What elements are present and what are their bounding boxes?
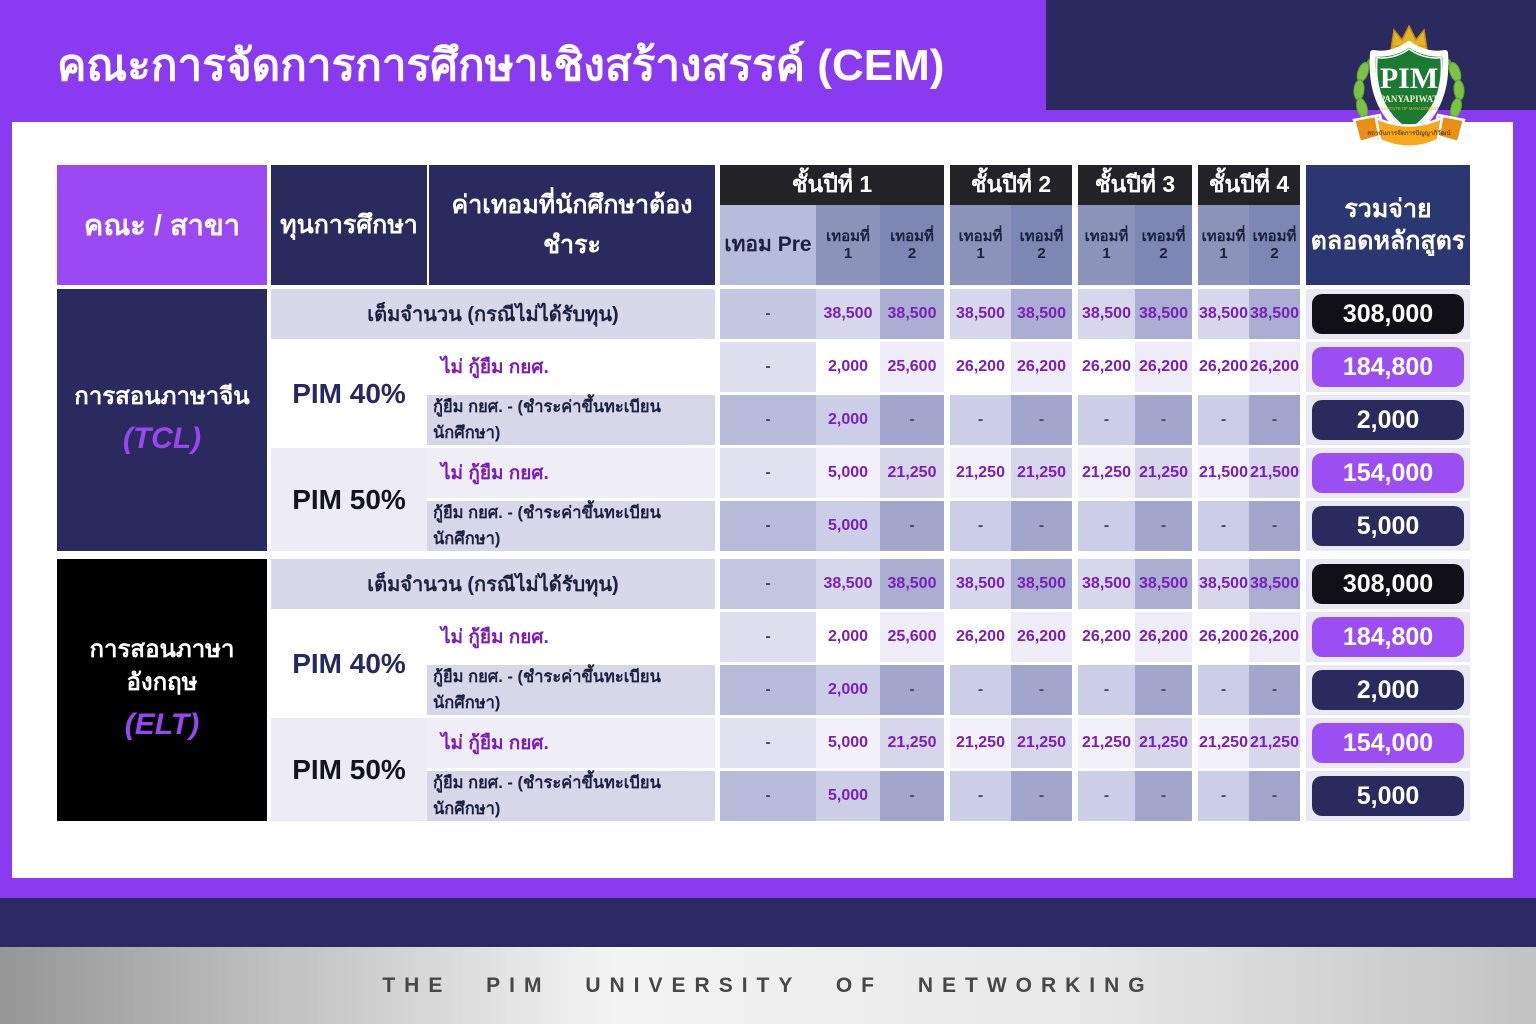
header-year-1: ชั้นปีที่ 1: [720, 165, 944, 205]
total-cell: [1306, 448, 1470, 498]
fee-cell: 21,250: [1249, 718, 1300, 768]
fee-cell: -: [720, 718, 816, 768]
header-y3-term1: [1078, 205, 1135, 285]
fee-cell: 26,200: [1135, 612, 1192, 662]
term-word: เทอมที่: [826, 227, 870, 245]
page-title: คณะการจัดการการศึกษาเชิงสร้างสรรค์ (CEM): [57, 41, 945, 90]
fee-cell: -: [1135, 665, 1192, 715]
total-cell: [1306, 665, 1470, 715]
fee-cell: -: [1078, 395, 1135, 445]
fee-cell: 21,500: [1249, 448, 1300, 498]
fee-cell: -: [720, 395, 816, 445]
header-grid: [271, 165, 1470, 285]
fee-cell: 38,500: [1198, 289, 1249, 339]
fee-cell: 26,200: [950, 612, 1011, 662]
group-label-tcl: [57, 289, 267, 551]
header-faculty: คณะ / สาขา: [57, 165, 267, 285]
fee-cell: 21,250: [1078, 448, 1135, 498]
fee-cell: 21,250: [1011, 448, 1072, 498]
total-pill: 154,000: [1312, 453, 1464, 493]
fee-cell: 26,200: [1078, 612, 1135, 662]
fee-cell: -: [1011, 665, 1072, 715]
term-word: เทอมที่: [958, 227, 1003, 245]
fee-cell: 38,500: [1078, 559, 1135, 609]
fee-cell: 21,500: [1198, 448, 1249, 498]
total-cell: [1306, 395, 1470, 445]
logo-subtitle: INSTITUTE OF MANAGEMENT: [1379, 106, 1439, 111]
fee-cell: 38,500: [1011, 289, 1072, 339]
total-pill: 308,000: [1312, 564, 1464, 604]
fee-cell: 21,250: [950, 718, 1011, 768]
header-scholarship: ทุนการศึกษา: [271, 165, 427, 285]
total-cell: [1306, 771, 1470, 821]
group-name: การสอนภาษาจีน: [74, 382, 250, 410]
fee-cell: -: [950, 665, 1011, 715]
row-label-pim40: PIM 40%: [271, 612, 427, 715]
term-word: เทอมที่: [890, 227, 934, 245]
fee-cell: -: [880, 771, 944, 821]
total-cell: [1306, 559, 1470, 609]
fee-cell: -: [720, 448, 816, 498]
fee-cell: 38,500: [816, 559, 880, 609]
fee-cell: -: [1135, 771, 1192, 821]
header-y1-term2: [880, 205, 944, 285]
fee-cell: -: [720, 289, 816, 339]
header-year-3: ชั้นปีที่ 3: [1078, 165, 1192, 205]
fee-cell: -: [720, 342, 816, 392]
fee-cell: 5,000: [816, 718, 880, 768]
fee-cell: 21,250: [1078, 718, 1135, 768]
term-number: 1: [1219, 245, 1228, 262]
fee-cell: -: [1011, 771, 1072, 821]
term-number: 2: [1159, 245, 1168, 262]
row-label-no-loan: ไม่ กู้ยืม กยศ.: [427, 718, 715, 768]
fee-cell: 38,500: [1198, 559, 1249, 609]
fee-cell: -: [950, 771, 1011, 821]
header-year-2: ชั้นปีที่ 2: [950, 165, 1072, 205]
fee-cell: 26,200: [1011, 612, 1072, 662]
fee-cell: 26,200: [1198, 342, 1249, 392]
fee-cell: -: [1198, 771, 1249, 821]
fee-cell: 38,500: [950, 289, 1011, 339]
content-card: [12, 122, 1513, 878]
fee-cell: -: [1249, 395, 1300, 445]
row-label-no-loan: ไม่ กู้ยืม กยศ.: [427, 342, 715, 392]
fee-cell: -: [1249, 665, 1300, 715]
term-word: เทอมที่: [1201, 227, 1246, 245]
term-word: เทอมที่: [1084, 227, 1129, 245]
fee-cell: -: [880, 665, 944, 715]
fee-cell: -: [1078, 665, 1135, 715]
row-label-pim40: PIM 40%: [271, 342, 427, 445]
fee-cell: -: [1078, 501, 1135, 551]
fee-cell: 21,250: [1135, 718, 1192, 768]
fee-cell: 26,200: [1078, 342, 1135, 392]
fee-cell: -: [1011, 501, 1072, 551]
row-label-loan: กู้ยืม กยศ. - (ชำระค่าขึ้นทะเบียนนักศึกษา): [427, 395, 715, 445]
bottom-gray-bar: [0, 947, 1536, 1024]
total-line2: ตลอดหลักสูตร: [1310, 227, 1466, 255]
header-total: [1306, 165, 1470, 285]
group-grid: [271, 559, 1470, 821]
fee-cell: 21,250: [950, 448, 1011, 498]
term-number: 1: [1102, 245, 1111, 262]
fee-cell: 21,250: [880, 718, 944, 768]
total-line1: รวมจ่าย: [1344, 194, 1432, 223]
table-header-row: [57, 165, 1470, 285]
group-name: การสอนภาษา: [89, 636, 235, 664]
row-label-loan: กู้ยืม กยศ. - (ชำระค่าขึ้นทะเบียนนักศึกษา): [427, 501, 715, 551]
fee-cell: -: [880, 501, 944, 551]
fee-cell: 38,500: [816, 289, 880, 339]
fee-cell: 21,250: [1198, 718, 1249, 768]
fee-cell: 2,000: [816, 612, 880, 662]
row-label-pim50: PIM 50%: [271, 718, 427, 821]
fee-cell: 26,200: [1249, 342, 1300, 392]
term-number: 1: [976, 245, 985, 262]
bottom-navy-bar: [0, 898, 1536, 947]
fee-cell: -: [720, 665, 816, 715]
term-number: 1: [843, 245, 853, 262]
pim-logo: [1336, 16, 1482, 158]
row-label-no-loan: ไม่ กู้ยืม กยศ.: [427, 612, 715, 662]
total-pill: 2,000: [1312, 670, 1464, 710]
total-pill: 154,000: [1312, 723, 1464, 763]
fee-cell: 26,200: [1011, 342, 1072, 392]
fee-cell: 5,000: [816, 771, 880, 821]
term-number: 2: [907, 245, 917, 262]
header-y2-term1: [950, 205, 1011, 285]
fee-table: [57, 165, 1470, 829]
fee-cell: 21,250: [880, 448, 944, 498]
fee-cell: 21,250: [1011, 718, 1072, 768]
fee-cell: -: [1198, 501, 1249, 551]
term-number: 2: [1270, 245, 1279, 262]
fee-cell: 21,250: [1135, 448, 1192, 498]
total-pill: 5,000: [1312, 776, 1464, 816]
group-elt: [57, 559, 1470, 821]
group-code: (TCL): [122, 421, 202, 455]
group-name: อังกฤษ: [126, 668, 198, 696]
fee-cell: 38,500: [1078, 289, 1135, 339]
fee-cell: 26,200: [1249, 612, 1300, 662]
row-label-loan: กู้ยืม กยศ. - (ชำระค่าขึ้นทะเบียนนักศึกษา): [427, 771, 715, 821]
header-y2-term2: [1011, 205, 1072, 285]
total-pill: 2,000: [1312, 400, 1464, 440]
group-code: (ELT): [124, 708, 200, 742]
fee-cell: -: [1198, 665, 1249, 715]
row-label-full: เต็มจำนวน (กรณีไม่ได้รับทุน): [271, 289, 715, 339]
term-word: เทอมที่: [1019, 227, 1064, 245]
fee-cell: -: [720, 501, 816, 551]
fee-cell: -: [880, 395, 944, 445]
header-y3-term2: [1135, 205, 1192, 285]
fee-cell: -: [1249, 771, 1300, 821]
fee-cell: 38,500: [1249, 559, 1300, 609]
header-year-4: ชั้นปีที่ 4: [1198, 165, 1300, 205]
total-cell: [1306, 289, 1470, 339]
row-label-pim50: PIM 50%: [271, 448, 427, 551]
fee-cell: -: [950, 395, 1011, 445]
total-cell: [1306, 718, 1470, 768]
header-y1-term1: [816, 205, 880, 285]
fee-cell: 25,600: [880, 612, 944, 662]
row-label-no-loan: ไม่ กู้ยืม กยศ.: [427, 448, 715, 498]
group-tcl: [57, 289, 1470, 551]
fee-cell: -: [1135, 395, 1192, 445]
header-y4-term2: [1249, 205, 1300, 285]
logo-name: PANYAPIWAT: [1379, 94, 1439, 104]
header-y4-term1: [1198, 205, 1249, 285]
fee-cell: -: [1011, 395, 1072, 445]
footer-slogan: THE PIM UNIVERSITY OF NETWORKING: [382, 973, 1154, 997]
group-grid: [271, 289, 1470, 551]
fee-cell: -: [720, 559, 816, 609]
total-pill: 5,000: [1312, 506, 1464, 546]
fee-cell: 26,200: [950, 342, 1011, 392]
logo-acronym: PIM: [1379, 62, 1439, 95]
header-term-pre: เทอม Pre: [720, 205, 816, 285]
fee-cell: 25,600: [880, 342, 944, 392]
fee-cell: 26,200: [1198, 612, 1249, 662]
fee-cell: -: [950, 501, 1011, 551]
fee-cell: -: [1249, 501, 1300, 551]
fee-cell: -: [1198, 395, 1249, 445]
fee-cell: -: [720, 612, 816, 662]
fee-cell: 5,000: [816, 501, 880, 551]
header-fee: ค่าเทอมที่นักศึกษาต้องชำระ: [427, 165, 715, 285]
fee-cell: 38,500: [950, 559, 1011, 609]
fee-cell: 38,500: [1011, 559, 1072, 609]
total-cell: [1306, 612, 1470, 662]
total-cell: [1306, 501, 1470, 551]
fee-cell: -: [1135, 501, 1192, 551]
group-label-elt: [57, 559, 267, 821]
total-pill: 184,800: [1312, 347, 1464, 387]
logo-ribbon-text: สถาบันการจัดการปัญญาภิวัฒน์: [1367, 130, 1451, 137]
fee-cell: 2,000: [816, 395, 880, 445]
fee-cell: 2,000: [816, 342, 880, 392]
fee-cell: 2,000: [816, 665, 880, 715]
row-label-loan: กู้ยืม กยศ. - (ชำระค่าขึ้นทะเบียนนักศึกษา): [427, 665, 715, 715]
total-pill: 184,800: [1312, 617, 1464, 657]
total-cell: [1306, 342, 1470, 392]
fee-cell: -: [720, 771, 816, 821]
term-word: เทอมที่: [1252, 227, 1297, 245]
term-number: 2: [1037, 245, 1046, 262]
term-word: เทอมที่: [1141, 227, 1186, 245]
fee-cell: 5,000: [816, 448, 880, 498]
fee-cell: 38,500: [880, 289, 944, 339]
fee-cell: 38,500: [1135, 289, 1192, 339]
fee-cell: -: [1078, 771, 1135, 821]
total-pill: 308,000: [1312, 294, 1464, 334]
fee-cell: 26,200: [1135, 342, 1192, 392]
fee-cell: 38,500: [1135, 559, 1192, 609]
fee-cell: 38,500: [880, 559, 944, 609]
fee-cell: 38,500: [1249, 289, 1300, 339]
row-label-full: เต็มจำนวน (กรณีไม่ได้รับทุน): [271, 559, 715, 609]
